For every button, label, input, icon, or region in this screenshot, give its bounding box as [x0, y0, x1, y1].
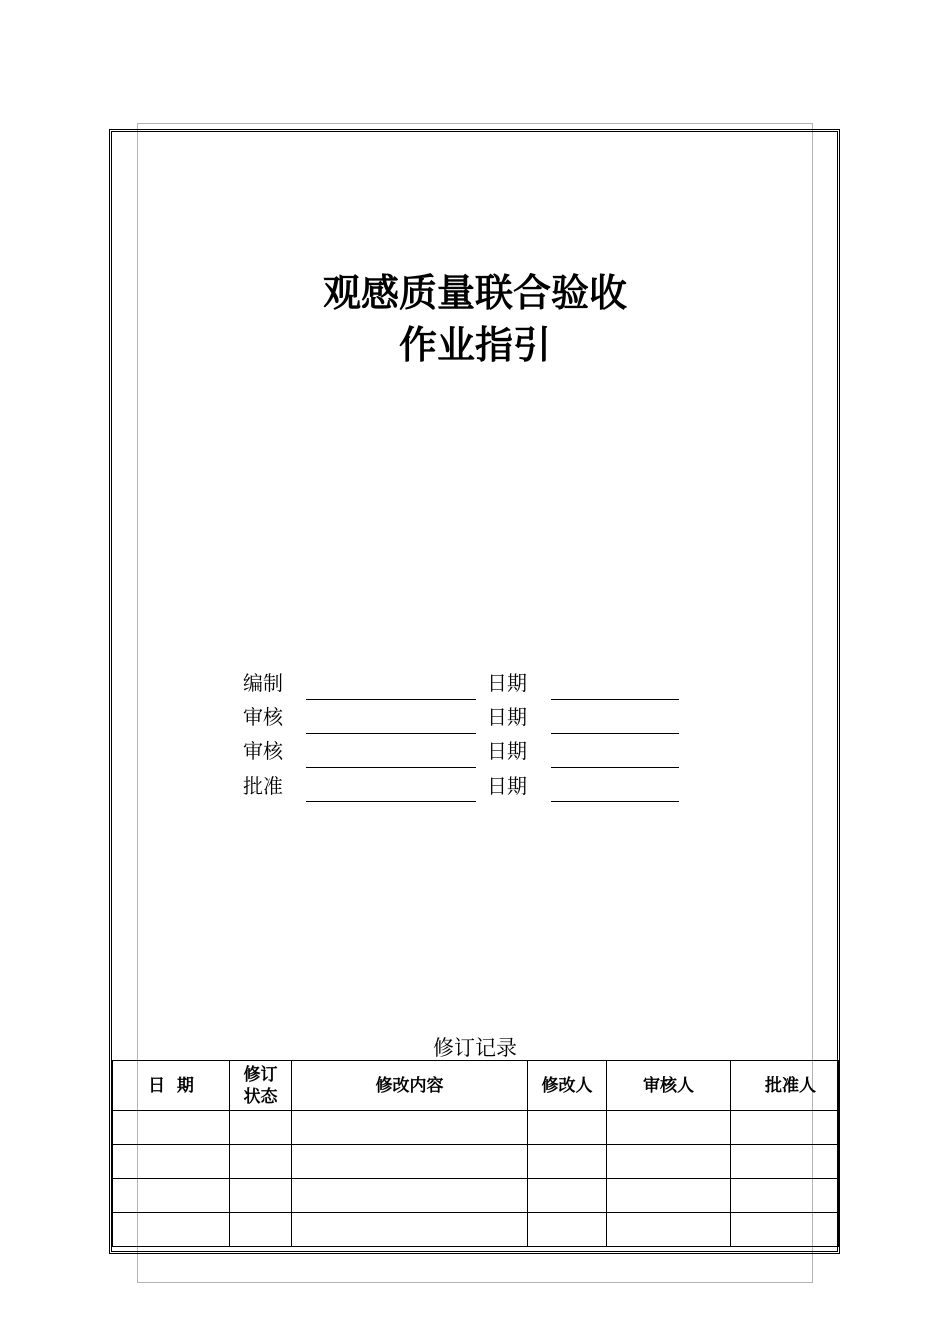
cell-modifier[interactable]: [528, 1111, 607, 1145]
cell-status[interactable]: [230, 1111, 292, 1145]
table-row: [113, 1111, 839, 1145]
cell-approver[interactable]: [731, 1111, 839, 1145]
cell-modifier[interactable]: [528, 1213, 607, 1247]
header-modifier: 修改人: [528, 1061, 607, 1111]
signature-role: 批准: [243, 774, 283, 798]
cell-modifier[interactable]: [528, 1179, 607, 1213]
signature-name-line[interactable]: [306, 733, 476, 734]
table-row: [113, 1179, 839, 1213]
header-content: 修改内容: [292, 1061, 528, 1111]
cell-status[interactable]: [230, 1145, 292, 1179]
signature-date-line[interactable]: [551, 767, 679, 768]
signature-date-line[interactable]: [551, 801, 679, 802]
header-revision-status: [230, 1061, 292, 1111]
signature-role: 编制: [243, 671, 283, 695]
revision-table: [112, 1060, 839, 1247]
signature-date-line[interactable]: [551, 733, 679, 734]
signature-name-line[interactable]: [306, 801, 476, 802]
table-row: [113, 1145, 839, 1179]
cell-status[interactable]: [230, 1179, 292, 1213]
signature-date-label: 日期: [487, 739, 527, 763]
cell-reviewer[interactable]: [607, 1111, 731, 1145]
doc-title-line1: 观感质量联合验收: [322, 270, 627, 315]
table-row: [113, 1213, 839, 1247]
cell-reviewer[interactable]: [607, 1179, 731, 1213]
signature-date-label: 日期: [487, 671, 527, 695]
cell-approver[interactable]: [731, 1145, 839, 1179]
cell-content[interactable]: [292, 1213, 528, 1247]
cell-date[interactable]: [113, 1213, 230, 1247]
signature-date-line[interactable]: [551, 699, 679, 700]
cell-content[interactable]: [292, 1111, 528, 1145]
cell-reviewer[interactable]: [607, 1213, 731, 1247]
signature-role: 审核: [243, 705, 283, 729]
cell-content[interactable]: [292, 1179, 528, 1213]
header-status-line2: 状态: [243, 1086, 278, 1107]
header-reviewer: 审核人: [607, 1061, 731, 1111]
cell-content[interactable]: [292, 1145, 528, 1179]
signature-role: 审核: [243, 739, 283, 763]
revision-record-title: 修订记录: [433, 1036, 517, 1060]
cell-date[interactable]: [113, 1111, 230, 1145]
doc-title-line2: 作业指引: [398, 322, 551, 367]
cell-approver[interactable]: [731, 1213, 839, 1247]
cell-approver[interactable]: [731, 1179, 839, 1213]
signature-name-line[interactable]: [306, 699, 476, 700]
header-date: 日 期: [113, 1061, 230, 1111]
signature-date-label: 日期: [487, 705, 527, 729]
cell-reviewer[interactable]: [607, 1145, 731, 1179]
signature-name-line[interactable]: [306, 767, 476, 768]
revision-table-header: [113, 1061, 839, 1111]
header-approver: 批准人: [731, 1061, 839, 1111]
header-status-line1: 修订: [243, 1064, 278, 1085]
cell-date[interactable]: [113, 1179, 230, 1213]
cell-status[interactable]: [230, 1213, 292, 1247]
cell-modifier[interactable]: [528, 1145, 607, 1179]
signature-date-label: 日期: [487, 774, 527, 798]
cell-date[interactable]: [113, 1145, 230, 1179]
